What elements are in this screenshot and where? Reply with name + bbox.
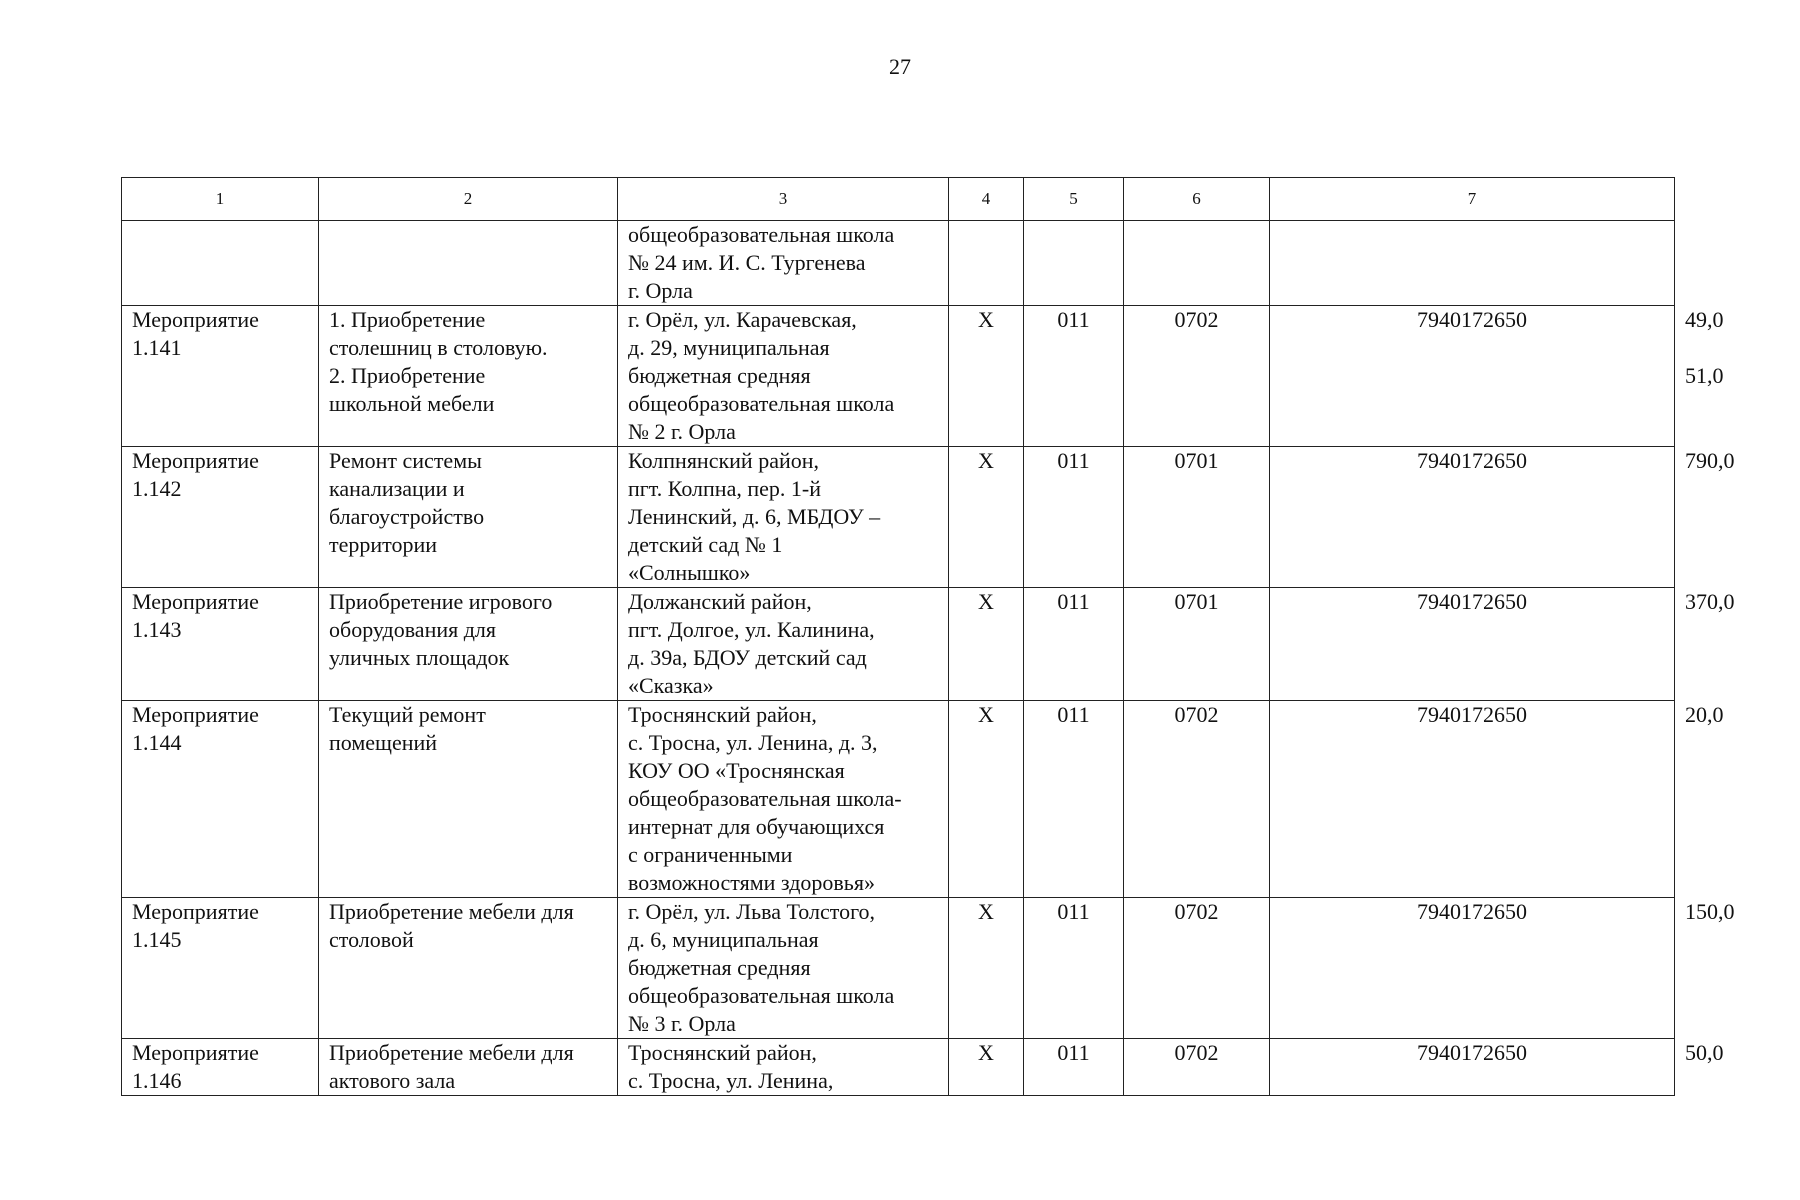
table-header-row — [122, 178, 1675, 221]
col5-cell: 0701 — [1124, 447, 1270, 588]
measure-name-cell — [122, 701, 319, 898]
measure-name: Мероприятие 1.144 — [132, 702, 259, 755]
continuation-cell-6 — [1124, 221, 1270, 306]
measure-name-cell — [122, 1039, 319, 1096]
table-row: Мероприятие 1.143 Приобретение игрового оборудования для уличных площадок Должанский район, пгт. Долгое, ул. Калинина, д. 39а, БДОУ детский сад «Сказка» Х 011 0701 7940172650 370,0 — [122, 588, 1675, 701]
col5-cell: 0702 — [1124, 701, 1270, 898]
col6-cell: 7940172650 — [1270, 306, 1675, 447]
measure-address: г. Орёл, ул. Карачевская, д. 29, муниципальная бюджетная средняя общеобразовательная школа № 2 г. Орла — [628, 307, 895, 444]
measures-table — [121, 177, 1735, 1096]
measure-address-cell — [618, 1039, 949, 1096]
measure-address: Должанский район, пгт. Долгое, ул. Калинина, д. 39а, БДОУ детский сад «Сказка» — [628, 589, 875, 698]
measure-description: Ремонт системы канализации и благоустройство территории — [329, 448, 485, 557]
continuation-cell-5 — [1024, 221, 1124, 306]
header-col-2: 2 — [319, 178, 618, 221]
measure-name-cell — [122, 306, 319, 447]
continuation-cell-2 — [319, 221, 618, 306]
measure-description-cell — [319, 306, 618, 447]
measure-description: Приобретение мебели для столовой — [329, 899, 574, 952]
measure-name: Мероприятие 1.143 — [132, 589, 259, 642]
col4-cell: 011 — [1024, 306, 1124, 447]
measure-name: Мероприятие 1.146 — [132, 1040, 259, 1093]
col6-cell: 7940172650 — [1270, 588, 1675, 701]
address-text: общеобразовательная школа № 24 им. И. С. Тургенева г. Орла — [628, 222, 895, 303]
header-col-3: 3 — [618, 178, 949, 221]
col4-cell: 011 — [1024, 701, 1124, 898]
measure-description: 1. Приобретение столешниц в столовую. 2. Приобретение школьной мебели — [329, 307, 548, 416]
measure-address-cell — [618, 447, 949, 588]
col3-cell: Х — [949, 306, 1024, 447]
header-col-1: 1 — [122, 178, 319, 221]
table-row: Мероприятие 1.142 Ремонт системы канализации и благоустройство территории Колпнянский район, пгт. Колпна, пер. 1-й Ленинский, д. 6, МБДОУ – детский сад № 1 «Солнышко» Х 011 0701 7940172650 790,0 — [122, 447, 1675, 588]
table-row: Мероприятие 1.141 1. Приобретение столешниц в столовую. 2. Приобретение школьной мебели г. Орёл, ул. Карачевская, д. 29, муниципальная бюджетная средняя общеобразовательная школа № 2 г. Орла Х 011 0702 7940172650 49,0 51,0 — [122, 306, 1675, 447]
measure-name: Мероприятие 1.145 — [132, 899, 259, 952]
measure-description-cell — [319, 898, 618, 1039]
col3-cell: Х — [949, 588, 1024, 701]
col4-cell: 011 — [1024, 898, 1124, 1039]
continuation-cell-4 — [949, 221, 1024, 306]
col3-cell: Х — [949, 447, 1024, 588]
measure-address: Троснянский район, с. Тросна, ул. Ленина, — [628, 1040, 834, 1093]
continuation-cell-1 — [122, 221, 319, 306]
measure-description-cell — [319, 447, 618, 588]
col3-cell: Х — [949, 701, 1024, 898]
continuation-address — [618, 221, 949, 306]
page-number: 27 — [889, 54, 911, 79]
measure-description-cell — [319, 701, 618, 898]
header-col-7: 7 — [1270, 178, 1675, 221]
col6-cell: 7940172650 — [1270, 447, 1675, 588]
measure-name-cell — [122, 447, 319, 588]
measure-name: Мероприятие 1.142 — [132, 448, 259, 501]
col6-cell: 7940172650 — [1270, 701, 1675, 898]
header-col-4: 4 — [949, 178, 1024, 221]
measure-description: Текущий ремонт помещений — [329, 702, 486, 755]
header-col-5: 5 — [1024, 178, 1124, 221]
col5-cell: 0702 — [1124, 1039, 1270, 1096]
measure-description-cell — [319, 1039, 618, 1096]
col5-cell: 0702 — [1124, 898, 1270, 1039]
measure-name-cell — [122, 588, 319, 701]
measure-address: Колпнянский район, пгт. Колпна, пер. 1-й Ленинский, д. 6, МБДОУ – детский сад № 1 «Солнышко» — [628, 448, 881, 585]
continuation-cell-7 — [1270, 221, 1675, 306]
col6-cell: 7940172650 — [1270, 1039, 1675, 1096]
col4-cell: 011 — [1024, 588, 1124, 701]
col3-cell: Х — [949, 898, 1024, 1039]
measure-address-cell — [618, 701, 949, 898]
measure-name: Мероприятие 1.141 — [132, 307, 259, 360]
measure-address: Троснянский район, с. Тросна, ул. Ленина, д. 3, КОУ ОО «Троснянская общеобразовательная школа- интернат для обучающихся с ограниченными возможностями здоровья» — [628, 702, 902, 895]
measure-name-cell — [122, 898, 319, 1039]
measure-description: Приобретение мебели для актового зала — [329, 1040, 574, 1093]
col3-cell: Х — [949, 1039, 1024, 1096]
measure-address-cell — [618, 588, 949, 701]
col5-cell: 0702 — [1124, 306, 1270, 447]
col5-cell: 0701 — [1124, 588, 1270, 701]
continuation-row — [122, 221, 1675, 306]
measure-address-cell — [618, 306, 949, 447]
measure-address-cell — [618, 898, 949, 1039]
measure-description: Приобретение игрового оборудования для уличных площадок — [329, 589, 553, 670]
measure-description-cell — [319, 588, 618, 701]
measure-address: г. Орёл, ул. Льва Толстого, д. 6, муниципальная бюджетная средняя общеобразовательная школа № 3 г. Орла — [628, 899, 895, 1036]
table-row: Мероприятие 1.145 Приобретение мебели для столовой г. Орёл, ул. Льва Толстого, д. 6, муниципальная бюджетная средняя общеобразовательная школа № 3 г. Орла Х 011 0702 7940172650 150,0 — [122, 898, 1675, 1039]
col6-cell: 7940172650 — [1270, 898, 1675, 1039]
col4-cell: 011 — [1024, 1039, 1124, 1096]
header-col-6: 6 — [1124, 178, 1270, 221]
table-row: Мероприятие 1.146 Приобретение мебели для актового зала Троснянский район, с. Тросна, ул. Ленина, Х 011 0702 7940172650 50,0 — [122, 1039, 1675, 1096]
table-row: Мероприятие 1.144 Текущий ремонт помещений Троснянский район, с. Тросна, ул. Ленина, д. 3, КОУ ОО «Троснянская общеобразовательная школа- интернат для обучающихся с ограниченными возможностями здоровья» Х 011 0702 7940172650 20,0 — [122, 701, 1675, 898]
col4-cell: 011 — [1024, 447, 1124, 588]
